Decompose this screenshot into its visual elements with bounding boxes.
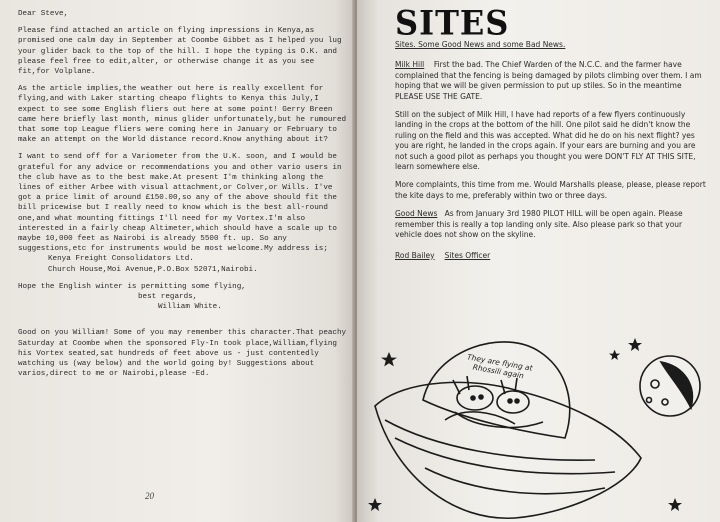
milk-hill-heading: Milk Hill <box>395 60 425 70</box>
officer-name: Rod Bailey <box>395 250 435 260</box>
address-line-2: Church House,Moi Avenue,P.O.Box 52071,Nairobi. <box>48 265 258 274</box>
milk-hill-text: First the bad. The Chief Warden of the N.C.C. and the farmer have complained that the fencing is being damaged by pilots climbing over them. I am hoping that we will be given permission to put up stiles. So in the meantime PLEASE USE THE GATE. <box>395 60 702 101</box>
ufo-cartoon <box>365 328 720 522</box>
crops-paragraph: Still on the subject of Milk Hill, I have had reports of a few flyers continuously landing in the crops at the bottom of the hill. One pilot said he didn't know the ruling on the field and this was accepted. What did he do on his next flight? yes you are right, he landed in the crops again. If your ears are burning and you are not such a good pilot as perhaps you thought you were DON'T FLY AT THIS SITE, learn somewhere else. <box>395 110 696 172</box>
regards-line: best regards, <box>138 293 198 302</box>
address-line-1: Kenya Freight Consolidators Ltd. <box>48 255 194 264</box>
bleed-through-shadow <box>30 442 270 476</box>
officer-signature <box>395 251 710 261</box>
letter-paragraph-1: Please find attached an article on flying impressions in Kenya,as promised one calm day in September at Coombe Gibbet as I helped you lug your glider back to the top of the hill. I hope the typing is O.K. and please feel free to edit,alter, or otherwise change it as you see fit,for Volplane. <box>18 27 342 77</box>
milk-hill-paragraph <box>395 60 710 102</box>
saucer-dome <box>423 342 570 438</box>
good-news-text: As from January 3rd 1980 PILOT HILL will be open again. Please remember this is really a top landing only site. Also please park so that your vehicle does not show on the skyline. <box>395 209 683 240</box>
letter-salutation: Dear Steve, <box>18 10 69 18</box>
good-news-paragraph <box>395 209 710 240</box>
letter-signature: William White. <box>158 303 222 312</box>
letter-paragraph-3: I want to send off for a Variometer from the U.K. soon, and I would be grateful for any advice or recommendations you and other vario users in the club have as to the best make.At present I'm thinking along the lines of either Arbee with visual attachment,or Colver,or Wills. I've got a price limit of around £150.00,so any of the above should fit the bill pricewise but I really need to know which is the best all-round one,and what mounting fittings I'll need for my Vortex.I'm also interested in a fairly cheap Altimeter,which should have a scale up to maybe 10,000 feet as Nairobi is already 5500 ft. up. So any suggestions,etc for instruments would be most welcome.My address is; <box>18 153 342 254</box>
editor-note: Good on you William! Some of you may remember this character.That peachy Saturday at Coombe when the sponsored Fly-In took place,William,flying his Vortex seated,sat hundreds of feet above us - just contentedly watching us (way below) and the world going by! Suggestions about varios,direct to me or Nairobi,please -Ed. <box>18 329 347 379</box>
letter-paragraph-2: As the article implies,the weather out here is really excellent for flying,and with Laker starting cheapo flights to Kenya this July,I expect to see some English fliers out here at some point! Gerry Breen came here briefly last month, minus glider unfortunately,but he rumoured that some top League fliers were coming here in January or February to make an attempt on the World distance record.Know anything about it? <box>18 85 347 145</box>
page-subtitle: Sites. Some Good News and some Bad News. <box>395 40 566 49</box>
letter-closing: Hope the English winter is permitting some flying, <box>18 282 246 291</box>
page-title: SITES <box>395 3 510 43</box>
officer-role: Sites Officer <box>444 250 491 260</box>
left-page <box>0 0 356 522</box>
good-news-heading: Good News <box>395 209 438 219</box>
marshalls-paragraph: More complaints, this time from me. Would Marshalls please, please, please report the kite days to me, preferably within two or three days. <box>395 180 706 200</box>
cartoon-caption: They are flying at Rhossili again <box>466 352 534 380</box>
page-number: 20 <box>145 491 154 501</box>
